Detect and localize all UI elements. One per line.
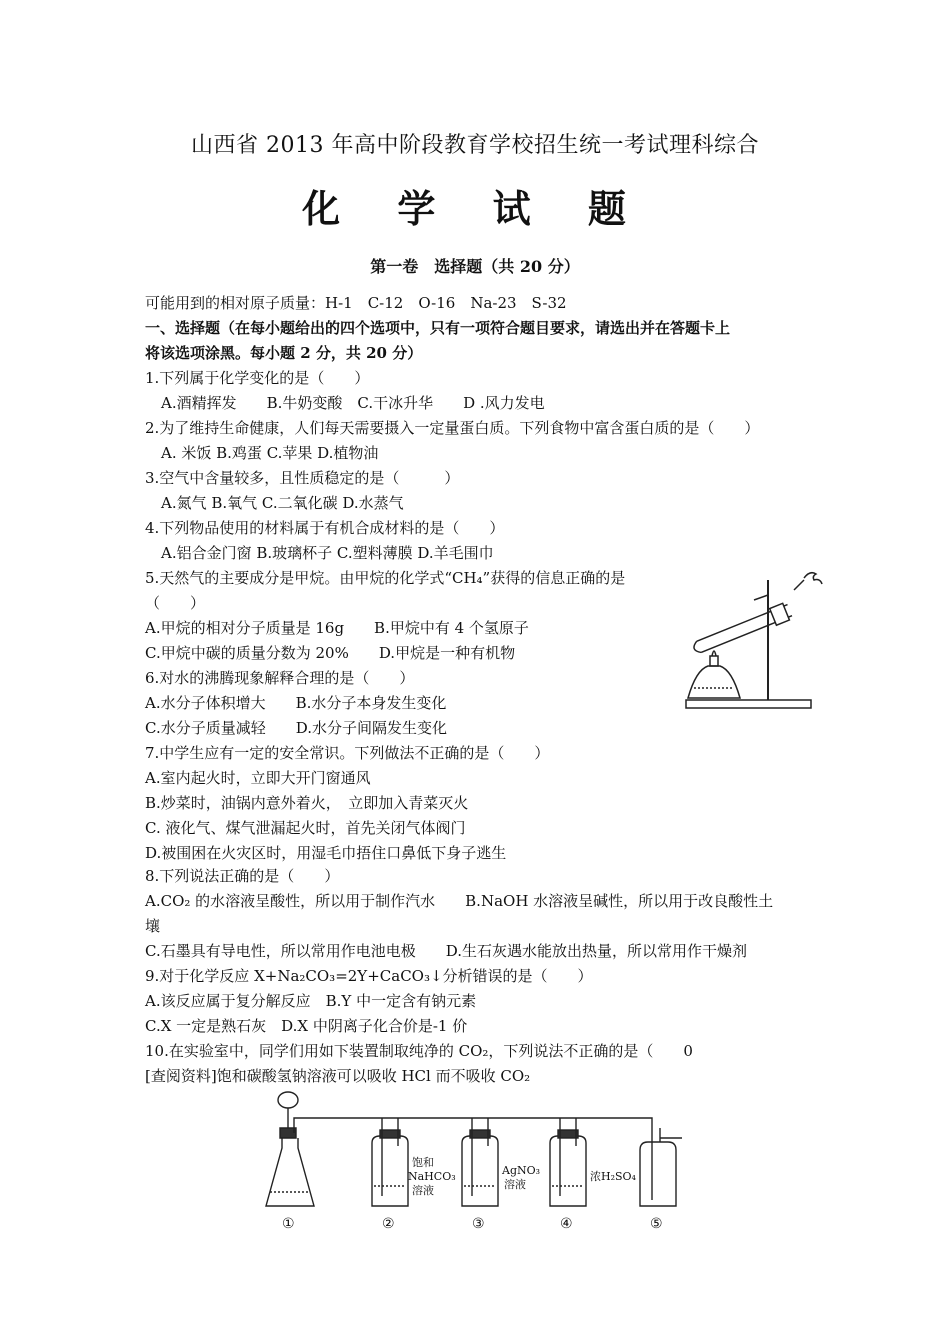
q5-options-ab: A.甲烷的相对分子质量是 16g B.甲烷中有 4 个氢原子 <box>145 619 529 637</box>
q6-options-cd: C.水分子质量减轻 D.水分子间隔发生变化 <box>145 719 447 737</box>
q10-stem: 10.在实验室中，同学们用如下装置制取纯净的 CO₂，下列说法不正确的是（ 0 <box>145 1042 693 1060</box>
instructions-line2: 将该选项涂黑。每小题 2 分，共 20 分） <box>145 344 423 362</box>
conical-flask <box>266 1138 314 1206</box>
clamp-arm <box>754 595 768 600</box>
alcohol-lamp <box>688 666 740 698</box>
lamp-wick <box>710 656 718 666</box>
instructions-line1: 一、选择题（在每小题给出的四个选项中，只有一项符合题目要求，请选出并在答题卡上 <box>145 319 731 337</box>
q7-option-a: A.室内起火时，立即大开门窗通风 <box>145 769 371 787</box>
solution-4: 浓H₂SO₄ <box>590 1170 636 1183</box>
q7-option-b: B.炒菜时，油锅内意外着火， 立即加入青菜灭火 <box>145 794 469 812</box>
q7-stem: 7.中学生应有一定的安全常识。下列做法不正确的是（ ） <box>145 744 550 762</box>
heating-apparatus-figure <box>676 560 826 715</box>
stand-base <box>686 700 811 708</box>
q6-options-ab: A.水分子体积增大 B.水分子本身发生变化 <box>145 694 447 712</box>
test-tube <box>691 602 793 657</box>
q2-stem: 2.为了维持生命健康，人们每天需要摄入一定量蛋白质。下列食物中富含蛋白质的是（ ） <box>145 419 760 437</box>
q9-stem: 9.对于化学反应 X+Na₂CO₃=2Y+CaCO₃↓分析错误的是（ ） <box>145 967 593 985</box>
q8-options-ab-cont: 壤 <box>145 917 161 935</box>
flame-icon <box>804 573 822 584</box>
solution-3-line1: AgNO₃ <box>502 1164 541 1177</box>
label-1: ① <box>282 1216 295 1232</box>
q6-stem: 6.对水的沸腾现象解释合理的是（ ） <box>145 669 415 687</box>
q8-stem: 8.下列说法正确的是（ ） <box>145 867 340 885</box>
solution-2-line1: 饱和 <box>412 1156 434 1169</box>
q10-note: [查阅资料]饱和碳酸氢钠溶液可以吸收 HCl 而不吸收 CO₂ <box>145 1067 531 1085</box>
q8-options-cd: C.石墨具有导电性，所以常用作电池电极 D.生石灰遇水能放出热量，所以常用作干燥剂 <box>145 942 747 960</box>
subject-title: 化 学 试 题 <box>302 186 648 231</box>
co2-apparatus-figure <box>262 1088 692 1238</box>
bottle-4 <box>550 1136 586 1206</box>
delivery-tube <box>794 580 804 590</box>
separatory-funnel <box>278 1092 298 1108</box>
solution-2-line3: 溶液 <box>412 1184 434 1197</box>
q9-options-ab: A.该反应属于复分解反应 B.Y 中一定含有钠元素 <box>145 992 477 1010</box>
q2-options: A. 米饭 B.鸡蛋 C.苹果 D.植物油 <box>161 444 379 462</box>
q4-stem: 4.下列物品使用的材料属于有机合成材料的是（ ） <box>145 519 505 537</box>
q7-option-d: D.被围困在火灾区时，用湿毛巾捂住口鼻低下身子逃生 <box>145 844 507 862</box>
q9-options-cd: C.X 一定是熟石灰 D.X 中阴离子化合价是-1 价 <box>145 1017 468 1035</box>
q5-options-cd: C.甲烷中碳的质量分数为 20% D.甲烷是一种有机物 <box>145 644 516 662</box>
q3-options: A.氮气 B.氧气 C.二氧化碳 D.水蒸气 <box>161 494 404 512</box>
bottle-3 <box>462 1136 498 1206</box>
q1-options: A.酒精挥发 B.牛奶变酸 C.干冰升华 D .风力发电 <box>161 394 545 412</box>
solution-3-line2: 溶液 <box>504 1178 526 1191</box>
label-3: ③ <box>472 1216 485 1232</box>
bottle-2 <box>372 1136 408 1206</box>
q5-stem: 5.天然气的主要成分是甲烷。由甲烷的化学式“CH₄”获得的信息正确的是 <box>145 569 626 587</box>
q3-stem: 3.空气中含量较多，且性质稳定的是（ ） <box>145 469 460 487</box>
label-4: ④ <box>560 1216 573 1232</box>
exam-title: 山西省 2013 年高中阶段教育学校招生统一考试理科综合 <box>191 133 759 158</box>
label-2: ② <box>382 1216 395 1232</box>
q1-stem: 1.下列属于化学变化的是（ ） <box>145 369 370 387</box>
bottle-5 <box>640 1142 676 1206</box>
q4-options: A.铝合金门窗 B.玻璃杯子 C.塑料薄膜 D.羊毛围巾 <box>161 544 494 562</box>
solution-2-line2: NaHCO₃ <box>408 1170 456 1183</box>
q8-options-ab: A.CO₂ 的水溶液呈酸性，所以用于制作汽水 B.NaOH 水溶液呈碱性，所以用于改良酸性土 <box>145 892 774 910</box>
q5-paren: （ ） <box>145 594 206 612</box>
section-title: 第一卷 选择题（共 20 分） <box>370 257 580 276</box>
atomic-masses: 可能用到的相对原子质量：H-1 C-12 O-16 Na-23 S-32 <box>145 294 567 312</box>
label-5: ⑤ <box>650 1216 663 1232</box>
q7-option-c: C. 液化气、煤气泄漏起火时，首先关闭气体阀门 <box>145 819 466 837</box>
